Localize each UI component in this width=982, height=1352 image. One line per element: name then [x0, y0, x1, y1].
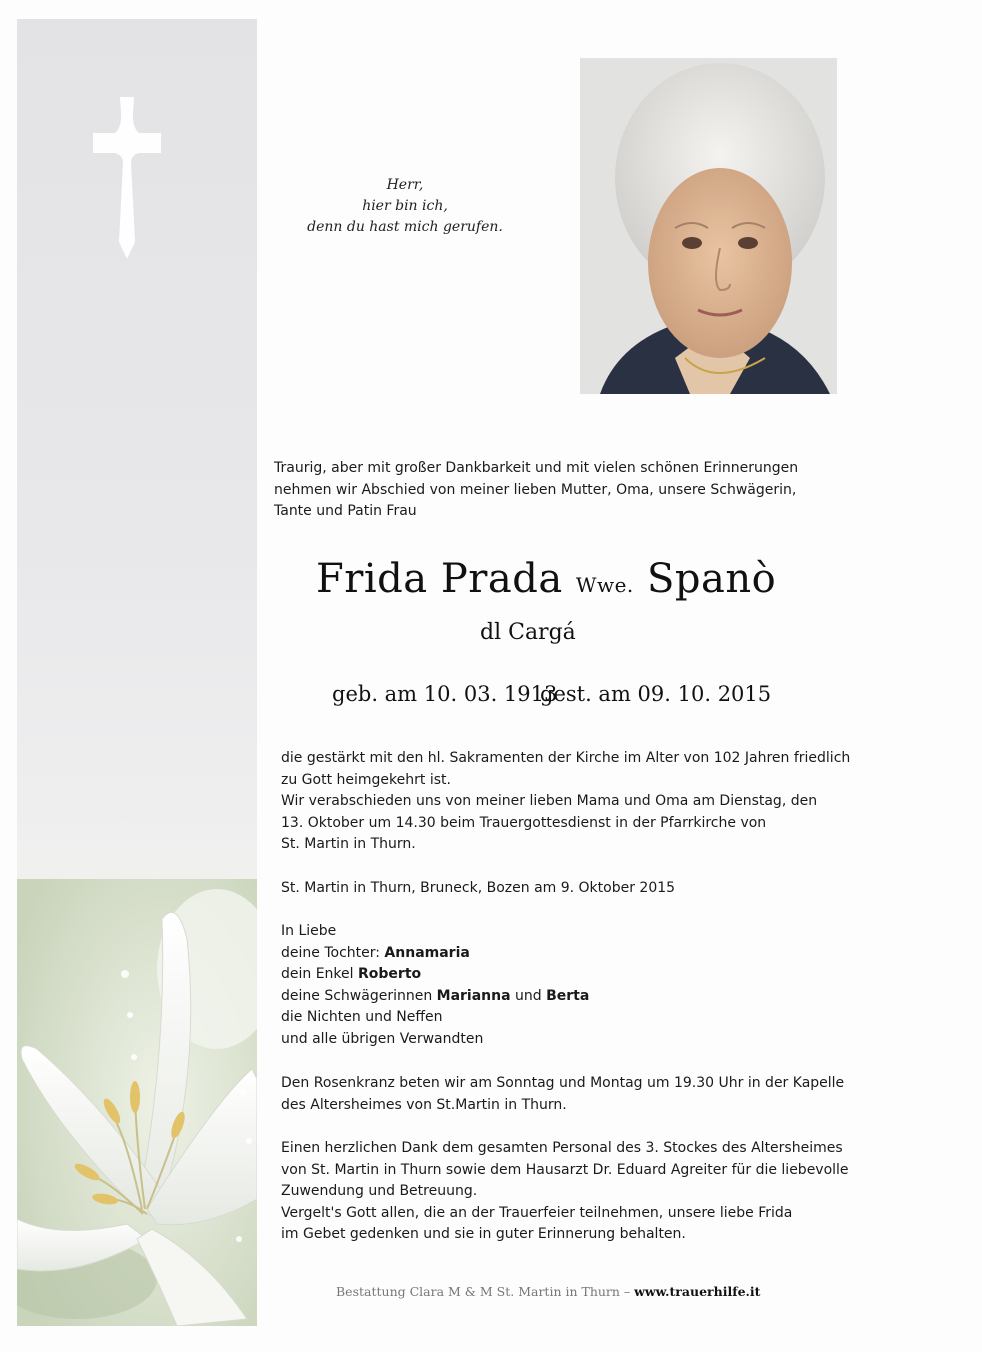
- place-date: [281, 878, 881, 900]
- name-first: Frida Prada: [316, 556, 563, 602]
- birth-date: geb. am 10. 03. 1913: [332, 682, 558, 706]
- thanks-line: Zuwendung und Betreuung.: [281, 1183, 478, 1199]
- sister-in-law-name: Marianna: [436, 987, 511, 1004]
- mourners-list: [281, 921, 881, 1050]
- thanks-line: im Gebet gedenken und sie in guter Erinnerung behalten.: [281, 1226, 686, 1242]
- daughter-name: Annamaria: [384, 944, 470, 961]
- intro-line: nehmen wir Abschied von meiner lieben Mutter, Oma, unsere Schwägerin,: [274, 481, 797, 498]
- bible-verse: [290, 175, 520, 238]
- rosary-paragraph: [281, 1073, 881, 1116]
- sister-in-law-name: Berta: [546, 987, 590, 1004]
- place-date-line: St. Martin in Thurn, Bruneck, Bozen am 9. Oktober 2015: [281, 880, 676, 896]
- thanks-line: Vergelt's Gott allen, die an der Trauerfeier teilnehmen, unsere liebe Frida: [281, 1204, 793, 1221]
- lily-flower-image: [17, 879, 257, 1326]
- portrait-photo: [580, 58, 837, 394]
- thanks-line: Einen herzlichen Dank dem gesamten Personal des 3. Stockes des Altersheimes: [281, 1140, 843, 1156]
- paragraph-line: St. Martin in Thurn.: [281, 836, 416, 852]
- paragraph-line: die gestärkt mit den hl. Sakramenten der Kirche im Alter von 102 Jahren friedlich: [281, 750, 851, 766]
- mourner-grandson: dein Enkel Roberto: [281, 966, 422, 982]
- rosary-line: des Altersheimes von St.Martin in Thurn.: [281, 1096, 567, 1113]
- death-date: gest. am 09. 10. 2015: [540, 682, 772, 706]
- intro-text: [274, 458, 834, 523]
- mourner-daughter: deine Tochter: Annamaria: [281, 944, 470, 961]
- announcement-paragraph: [281, 748, 881, 856]
- mourner-nieces: die Nichten und Neffen: [281, 1009, 443, 1025]
- rosary-line: Den Rosenkranz beten wir am Sonntag und Montag um 19.30 Uhr in der Kapelle: [281, 1075, 845, 1091]
- mourners-opening: In Liebe: [281, 923, 337, 939]
- footer-website-link[interactable]: www.trauerhilfe.it: [634, 1284, 761, 1299]
- thanks-line: von St. Martin in Thurn sowie dem Hausarzt Dr. Eduard Agreiter für die liebevolle: [281, 1161, 849, 1178]
- footer-text: Bestattung Clara M & M St. Martin in Thurn –: [336, 1284, 635, 1299]
- grandson-name: Roberto: [358, 966, 422, 982]
- mourner-relatives: und alle übrigen Verwandten: [281, 1030, 484, 1047]
- cross-icon: [93, 97, 161, 259]
- verse-line: Herr,: [386, 177, 424, 193]
- decorative-side-band: [17, 19, 257, 1326]
- paragraph-line: Wir verabschieden uns von meiner lieben Mama und Oma am Dienstag, den: [281, 793, 818, 809]
- deceased-name: [316, 556, 776, 602]
- intro-line: Tante und Patin Frau: [274, 503, 417, 519]
- footer: [336, 1284, 760, 1299]
- nickname: dl Cargá: [480, 620, 576, 645]
- paragraph-line: 13. Oktober um 14.30 beim Trauergottesdienst in der Pfarrkirche von: [281, 814, 767, 831]
- verse-line: hier bin ich,: [362, 198, 448, 214]
- thanks-paragraph: [281, 1138, 881, 1246]
- widow-abbreviation: Wwe.: [575, 573, 634, 597]
- name-last: Spanò: [646, 556, 777, 602]
- verse-line: denn du hast mich gerufen.: [307, 219, 503, 235]
- paragraph-line: zu Gott heimgekehrt ist.: [281, 771, 451, 788]
- mourner-sisters-in-law: deine Schwägerinnen Marianna und Berta: [281, 987, 590, 1004]
- intro-line: Traurig, aber mit großer Dankbarkeit und mit vielen schönen Erinnerungen: [274, 460, 799, 476]
